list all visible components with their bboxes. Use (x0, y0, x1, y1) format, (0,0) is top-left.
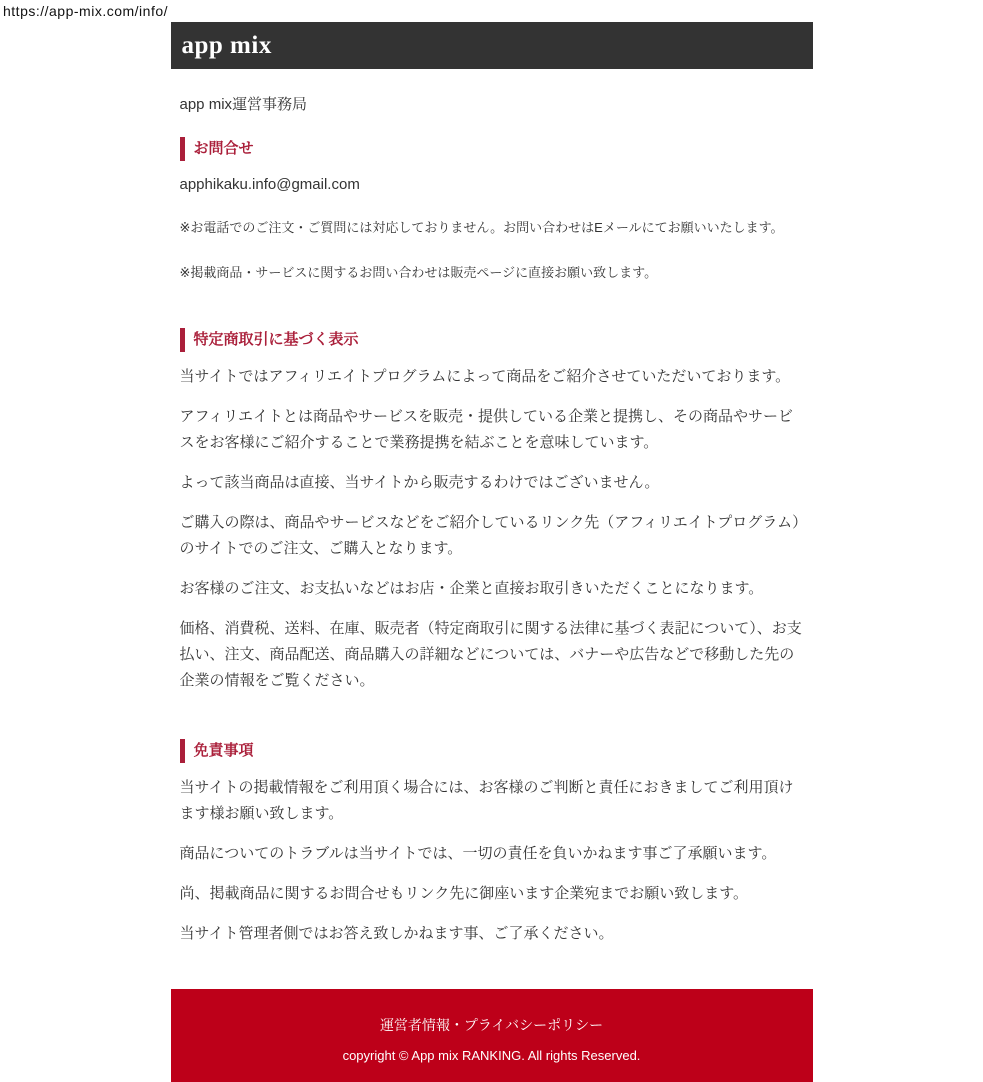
disclaimer-paragraph: 当サイトの掲載情報をご利用頂く場合には、お客様のご判断と責任におきましてご利用頂けます様お願い致します。 (179, 779, 794, 822)
section-heading-disclaimer: 免責事項 (180, 739, 804, 763)
disclaimer-paragraph: 商品についてのトラブルは当サイトでは、一切の責任を負いかねます事ご了承願います。 (179, 845, 777, 862)
section-heading-contact: お問合せ (180, 137, 804, 161)
disclaimer-paragraph: 当サイト管理者側ではお答え致しかねます事、ご了承ください。 (179, 925, 614, 942)
tokutei-paragraph: 当サイトではアフィリエイトプログラムによって商品をご紹介させていただいております。 (179, 368, 791, 385)
site-header (171, 22, 813, 69)
copyright-text: copyright © App mix RANKING. All rights Reserved. (342, 1048, 641, 1063)
tokutei-paragraph: アフィリエイトとは商品やサービスを販売・提供している企業と提携し、その商品やサービスをお客様にご紹介することで業務提携を結ぶことを意味しています。 (179, 408, 794, 451)
site-title: app mix (181, 31, 272, 59)
content-column (171, 22, 813, 1082)
contact-email: apphikaku.info@gmail.com (179, 176, 360, 193)
contact-note-phone: ※お電話でのご注文・ご質問には対応しておりません。お問い合わせはEメールにてお願いいたします。 (179, 220, 784, 235)
tokutei-paragraph: お客様のご注文、お支払いなどはお店・企業と直接お取引きいただくことになります。 (179, 580, 764, 597)
tokutei-paragraph: ご購入の際は、商品やサービスなどをご紹介しているリンク先（アフィリエイトプログラム）のサイトでのご注文、ご購入となります。 (179, 514, 800, 557)
tokutei-paragraph: よって該当商品は直接、当サイトから販売するわけではございません。 (179, 474, 660, 491)
footer-privacy-link[interactable]: 運営者情報・プライバシーポリシー (379, 1017, 604, 1033)
disclaimer-paragraph: 尚、掲載商品に関するお問合せもリンク先に御座います企業宛までお願い致します。 (179, 885, 749, 902)
tokutei-paragraph: 価格、消費税、送料、在庫、販売者（特定商取引に関する法律に基づく表記について）、お支払い、注文、商品配送、商品購入の詳細などについては、バナーや広告などで移動した先の企業の情報をご覧ください。 (179, 620, 802, 689)
contact-note-products: ※掲載商品・サービスに関するお問い合わせは販売ページに直接お願い致します。 (179, 265, 658, 280)
page-url-text: https://app-mix.com/info/ (3, 3, 169, 19)
site-footer (171, 989, 813, 1082)
main-content (171, 93, 813, 947)
operator-name: app mix運営事務局 (179, 96, 308, 113)
section-heading-tokutei: 特定商取引に基づく表示 (180, 328, 804, 352)
